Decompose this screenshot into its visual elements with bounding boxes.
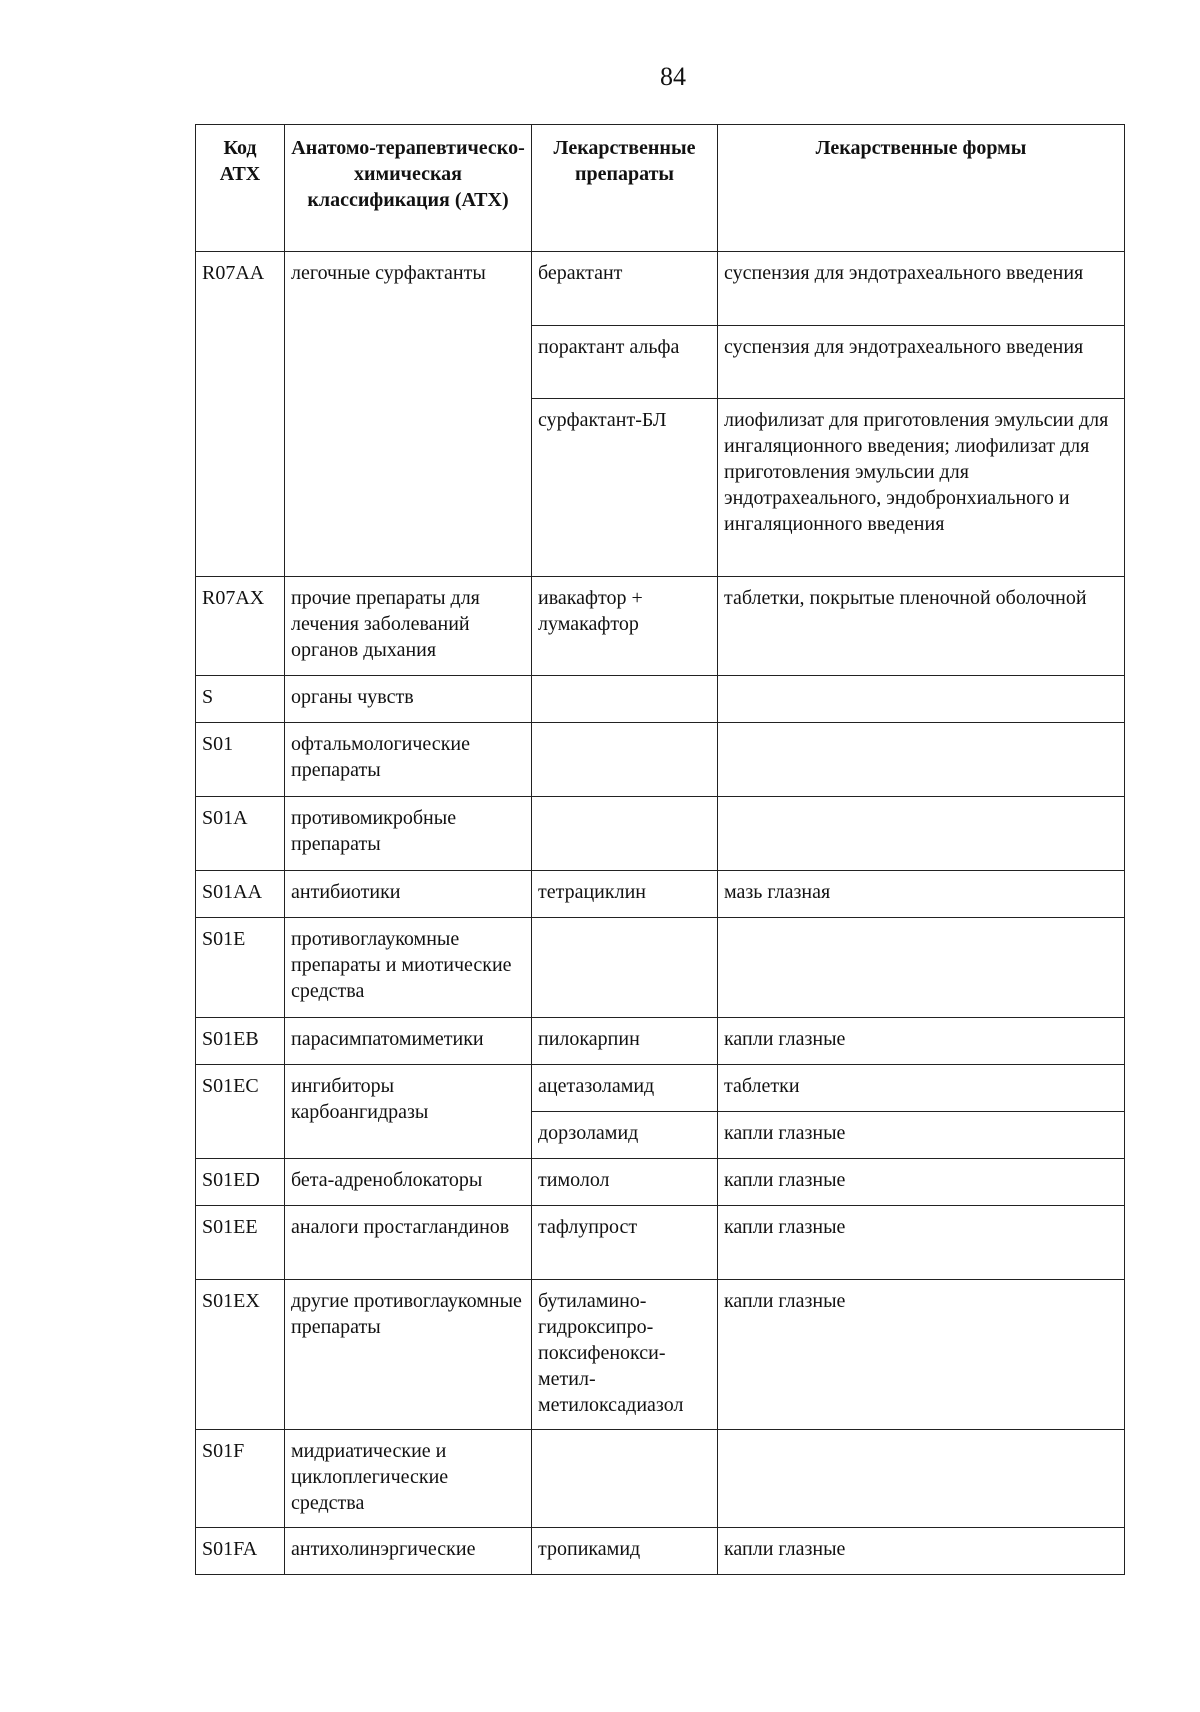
header-code: Код АТХ xyxy=(196,125,285,252)
dosage-form: суспензия для эндотрахеального введения xyxy=(718,326,1125,399)
atc-name: органы чувств xyxy=(285,676,532,723)
drug-name: бутиламино-гидроксипро-поксифенокси-метил-метилоксадиазол xyxy=(532,1280,718,1430)
atc-code: R07AX xyxy=(196,577,285,676)
dosage-form: мазь глазная xyxy=(718,871,1125,918)
dosage-form: капли глазные xyxy=(718,1206,1125,1280)
atc-name: мидриатические и циклоплегические средства xyxy=(285,1430,532,1528)
table-row xyxy=(196,1159,1125,1206)
drug-name xyxy=(532,797,718,871)
atc-name: антихолинэргические xyxy=(285,1528,532,1575)
dosage-form xyxy=(718,723,1125,797)
table-row xyxy=(196,797,1125,871)
atc-code: R07AA xyxy=(196,252,285,577)
dosage-form: таблетки, покрытые пленочной оболочной xyxy=(718,577,1125,676)
drug-name: тимолол xyxy=(532,1159,718,1206)
drug-name xyxy=(532,918,718,1018)
atc-name: офтальмологические препараты xyxy=(285,723,532,797)
drug-name: тетрациклин xyxy=(532,871,718,918)
atc-code: S01 xyxy=(196,723,285,797)
atc-code: S01AA xyxy=(196,871,285,918)
dosage-form: капли глазные xyxy=(718,1018,1125,1065)
atc-name: парасимпатомиметики xyxy=(285,1018,532,1065)
dosage-form: капли глазные xyxy=(718,1528,1125,1575)
atc-code: S01EE xyxy=(196,1206,285,1280)
table-row xyxy=(196,252,1125,326)
drug-name: ивакафтор + лумакафтор xyxy=(532,577,718,676)
dosage-form: капли глазные xyxy=(718,1280,1125,1430)
page-number: 84 xyxy=(660,62,686,91)
drug-name xyxy=(532,723,718,797)
atc-code: S01EC xyxy=(196,1065,285,1159)
dosage-form xyxy=(718,797,1125,871)
atc-name: прочие препараты для лечения заболеваний органов дыхания xyxy=(285,577,532,676)
atc-code: S01E xyxy=(196,918,285,1018)
dosage-form xyxy=(718,676,1125,723)
drug-name: тафлупрост xyxy=(532,1206,718,1280)
dosage-form: таблетки xyxy=(718,1065,1125,1112)
header-forms: Лекарственные формы xyxy=(718,125,1125,252)
table-row xyxy=(196,577,1125,676)
dosage-form xyxy=(718,1430,1125,1528)
drug-name: пилокарпин xyxy=(532,1018,718,1065)
atc-name: противоглаукомные препараты и миотические средства xyxy=(285,918,532,1018)
header-atc: Анатомо-терапевтическо-химическая классификация (АТХ) xyxy=(285,125,532,252)
dosage-form: лиофилизат для приготовления эмульсии для ингаляционного введения; лиофилизат для приготовления эмульсии для эндотрахеального, эндобронхиального и ингаляционного введения xyxy=(718,399,1125,577)
atc-code: S01FA xyxy=(196,1528,285,1575)
header-drugs: Лекарственные препараты xyxy=(532,125,718,252)
drug-name: дорзоламид xyxy=(532,1112,718,1159)
drug-name xyxy=(532,1430,718,1528)
drug-name: тропикамид xyxy=(532,1528,718,1575)
table-row xyxy=(196,1065,1125,1112)
atc-name: аналоги простагландинов xyxy=(285,1206,532,1280)
atc-code: S01F xyxy=(196,1430,285,1528)
drug-name: берактант xyxy=(532,252,718,326)
table-row xyxy=(196,871,1125,918)
dosage-form: капли глазные xyxy=(718,1159,1125,1206)
atc-code: S01A xyxy=(196,797,285,871)
dosage-form: суспензия для эндотрахеального введения xyxy=(718,252,1125,326)
table-row xyxy=(196,723,1125,797)
atc-name: антибиотики xyxy=(285,871,532,918)
atc-name: легочные сурфактанты xyxy=(285,252,532,577)
table-row xyxy=(196,1430,1125,1528)
drug-name xyxy=(532,676,718,723)
atc-code: S01EB xyxy=(196,1018,285,1065)
atc-name: бета-адреноблокаторы xyxy=(285,1159,532,1206)
table-row xyxy=(196,1206,1125,1280)
atc-code: S01EX xyxy=(196,1280,285,1430)
drug-name: порактант альфа xyxy=(532,326,718,399)
table-header-row xyxy=(196,125,1125,252)
table-row xyxy=(196,1018,1125,1065)
drug-name: сурфактант-БЛ xyxy=(532,399,718,577)
dosage-form xyxy=(718,918,1125,1018)
atc-name: другие противоглаукомные препараты xyxy=(285,1280,532,1430)
atc-code: S01ED xyxy=(196,1159,285,1206)
atc-name: противомикробные препараты xyxy=(285,797,532,871)
table-row xyxy=(196,1280,1125,1430)
table-row xyxy=(196,1528,1125,1575)
drug-name: ацетазоламид xyxy=(532,1065,718,1112)
atc-name: ингибиторы карбоангидразы xyxy=(285,1065,532,1159)
atc-code: S xyxy=(196,676,285,723)
atc-drug-table xyxy=(195,124,1125,1575)
dosage-form: капли глазные xyxy=(718,1112,1125,1159)
table-row xyxy=(196,676,1125,723)
table-row xyxy=(196,918,1125,1018)
